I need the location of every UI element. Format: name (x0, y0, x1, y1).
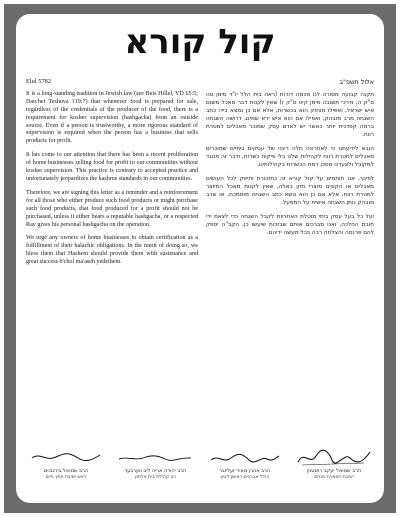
handwritten-signature (113, 446, 197, 468)
document-frame (4, 4, 396, 513)
signature-block (292, 446, 376, 494)
handwritten-signature (24, 446, 108, 468)
signature-block (203, 446, 287, 494)
signature-block (113, 446, 197, 494)
signatory-name: הרב יהודה אריה ליב ווערבער (124, 468, 187, 474)
hebrew-paragraph-4: ועל כל בעל עסק ביתי מוטלת האחריות לקבל השגחה כדי לצאת ידי חובת ההלכה, ואנו מברכים אותם שבזכות שיעשו כן, הקב"ה יספק להם פרנסה והצלחה רבה בכל מעשה ידיהם. (206, 214, 374, 236)
signatory-title: ישיבת תפארת מנחם (314, 474, 354, 480)
signatory-name: הרב שמואל יעקב רושטנין (306, 468, 362, 474)
signatory-title: כולל אברכים ראשון לציון (220, 474, 269, 480)
english-paragraph-3: Therefore, we are signing this letter as a reminder and a reinforcement for all those who either produce such food products or might purchase such food products, that food produced for a profit should not be purchased, unless it either bears a reputable hashgacha, or a respected Rav gives his personal hashgacha on the operation. (26, 189, 198, 228)
handwritten-signature (292, 446, 376, 468)
english-date: Elul 5782 (26, 78, 52, 85)
hebrew-paragraph-3: לפיכך, אנו חותמים על קול קורא זה כתזכורת וחיזוק לכל העושים מאכלים או הקונים מוצרי מזון כאלה, שאין לקנות מאכל המיוצר למטרת רווח, אלא אם כן הוא נושא כתב השגחה מוסמכת, או שרב מובהק נותן השגחה אישית על המפעל. (206, 176, 374, 206)
english-column (26, 78, 198, 273)
signatory-title: רב קהילת בית אלחנן (134, 474, 176, 480)
english-paragraph-2: It has come to our attention that there has been a recent proliferation of home businesses selling food for profit to our communities without kosher supervision. This practice is contrary to accepted practice and unfortunately jeopardizes the kashrus standards in our communities. (26, 152, 198, 182)
hebrew-date: אלול תשפ"ב (339, 78, 374, 86)
signatory-title: ראש ישיבת חפץ חיים (45, 474, 87, 480)
hebrew-paragraph-2: הובא לידיעתנו כי לאחרונה חלה ריבוי של עסקים ביתיים שמוכרים מאכלים למטרת רווח לקהילות שלנו בלי פיקוח כשרות, ודבר זה מנוגד למקובל ולצערנו מסכן רמת הכשרות בקהילותינו. (206, 146, 374, 168)
english-paragraph-4: We urge any owners of home businesses to obtain certification as a fulfillment of their halachic obligations. In the merit of doing so, we bless them that Hashem should provide them with sustenance and great success b'chol ma'aseh yedeihem. (26, 235, 198, 266)
signature-block (24, 446, 108, 494)
signatory-name: הרב אהרן מאיר זעלינגר (219, 468, 271, 474)
letter-sheet (16, 14, 384, 503)
signatory-name: הרב שמואל בירנבוים (43, 468, 89, 474)
hebrew-paragraph-1: תקנה קבועה מסורה לנו מכמה דורות (ראה בית הלל יו"ד סימן סה ס"ק ה; ודרכי תשובה סימן קיט ס"ק ז) שאין לקנות דבר מאכל משום איש ישראל, ואפילו מוחזק הוא בכשרות, אלא אם כן נמצא בידו כתב השגחה מרב מובהק, ואפילו אם הוא איש ירא שמים, דרושה השגחה ברמה קפדנית יותר כאשר יש לאדם עסק שמוכר מאכלים למטרת רווח. (206, 92, 374, 138)
handwritten-signature (203, 446, 287, 468)
signature-row (24, 446, 376, 494)
letter-title: קול קורא (124, 22, 276, 62)
english-paragraph-1: It is a long-standing tradition in Jewish law (see Beis Hillel, YD 65:5; Darchei Teshuva 119:7) that whenever food is prepared for sale, regardless of the credentials of the producer of the food, there is a requirement for kosher supervision (hashgacha) from an outside source. Even if a person is trustworthy, a more rigorous standard of supervision is required when the person has a business that sells products for profit. (26, 90, 198, 145)
hebrew-column (206, 78, 374, 243)
